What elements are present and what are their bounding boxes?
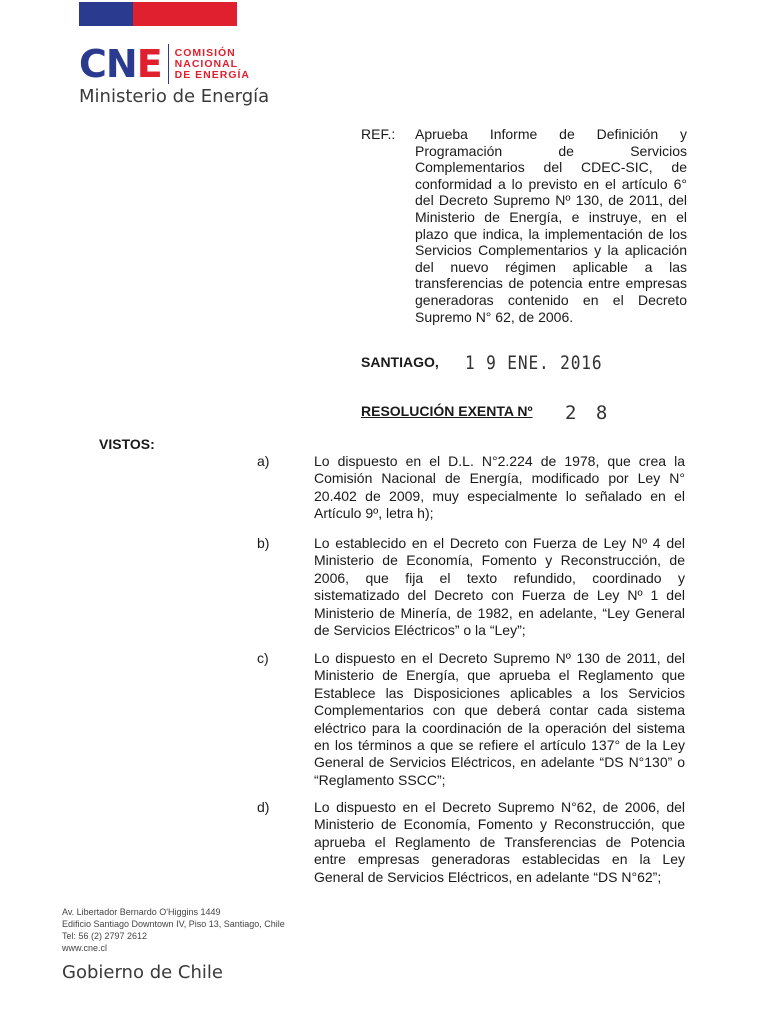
ref-label: REF.: xyxy=(361,126,396,142)
org-line-2: NACIONAL xyxy=(174,57,239,70)
resolution-number: 2 8 xyxy=(565,402,612,424)
place-label: SANTIAGO, xyxy=(361,354,439,370)
item-text: Lo dispuesto en el D.L. N°2.224 de 1978, que crea la Comisión Nacional de Energía, modificado por Ley N° 20.402 de 2009, muy especialmente lo señalado en el Artículo 9º, letra h); xyxy=(314,453,685,522)
ref-text: Aprueba Informe de Definición y Programación de Servicios Complementarios del CDEC-SIC, de conformidad a lo previsto en el artículo 6° del Decreto Supremo Nº 130, de 2011, del Ministerio de Energía, e instruye, en el plazo que indica, la implementación de los Servicios Complementarios y la aplicación del nuevo régimen aplicable a las transferencias de potencia entre empresas generadoras contenido en el Decreto Supremo N° 62, de 2006. xyxy=(415,126,687,325)
address-line-2: Edificio Santiago Downtown IV, Piso 13, Santiago, Chile xyxy=(62,919,285,929)
org-line-1: COMISIÓN xyxy=(174,46,236,59)
address-line-1: Av. Libertador Bernardo O'Higgins 1449 xyxy=(62,907,221,917)
list-item xyxy=(257,650,685,789)
flag-red-segment xyxy=(133,2,237,26)
cne-logo-letters: CNE xyxy=(79,42,162,86)
resolution-label: RESOLUCIÓN EXENTA Nº xyxy=(361,403,533,419)
org-line-3: DE ENERGÍA xyxy=(174,68,251,81)
list-item xyxy=(257,535,685,639)
org-name xyxy=(175,48,250,81)
government-name: Gobierno de Chile xyxy=(62,962,223,983)
ref-block xyxy=(361,126,687,325)
flag-bar xyxy=(79,2,237,26)
address-line-4: www.cne.cl xyxy=(62,943,108,953)
item-marker: c) xyxy=(257,650,269,666)
item-text: Lo dispuesto en el Decreto Supremo Nº 130 de 2011, del Ministerio de Energía, que aprueba el Reglamento que Establece las Disposiciones aplicables a los Servicios Complementarios con que deberá contar cada sistema eléctrico para la coordinación de la operación del sistema en los términos a que se refiere el artículo 137° de la Ley General de Servicios Eléctricos, en adelante “DS N°130” o “Reglamento SSCC”; xyxy=(314,650,685,788)
address-line-3: Tel: 56 (2) 2797 2612 xyxy=(62,931,148,941)
item-marker: b) xyxy=(257,535,270,551)
ministry-name: Ministerio de Energía xyxy=(79,86,270,107)
item-marker: a) xyxy=(257,453,270,469)
logo-divider xyxy=(168,44,169,84)
list-item xyxy=(257,453,685,523)
footer-address xyxy=(62,906,285,954)
item-text: Lo dispuesto en el Decreto Supremo N°62, de 2006, del Ministerio de Economía, Fomento y Reconstrucción, que aprueba el Reglamento de Transferencias de Potencia entre empresas generadoras establecidas en la Ley General de Servicios Eléctricos, en adelante “DS N°62”; xyxy=(314,799,685,885)
flag-blue-segment xyxy=(79,2,133,26)
vistos-heading: VISTOS: xyxy=(99,436,155,452)
item-marker: d) xyxy=(257,799,270,815)
cne-logo xyxy=(79,44,250,84)
date-stamp: 1 9 ENE. 2016 xyxy=(465,352,603,374)
item-text: Lo establecido en el Decreto con Fuerza de Ley Nº 4 del Ministerio de Economía, Fomento y Reconstrucción, de 2006, que fija el texto refundido, coordinado y sistematizado del Decreto con Fuerza de Ley Nº 1 del Ministerio de Minería, de 1982, en adelante, “Ley General de Servicios Eléctricos” o la “Ley”; xyxy=(314,535,685,639)
list-item xyxy=(257,799,685,886)
